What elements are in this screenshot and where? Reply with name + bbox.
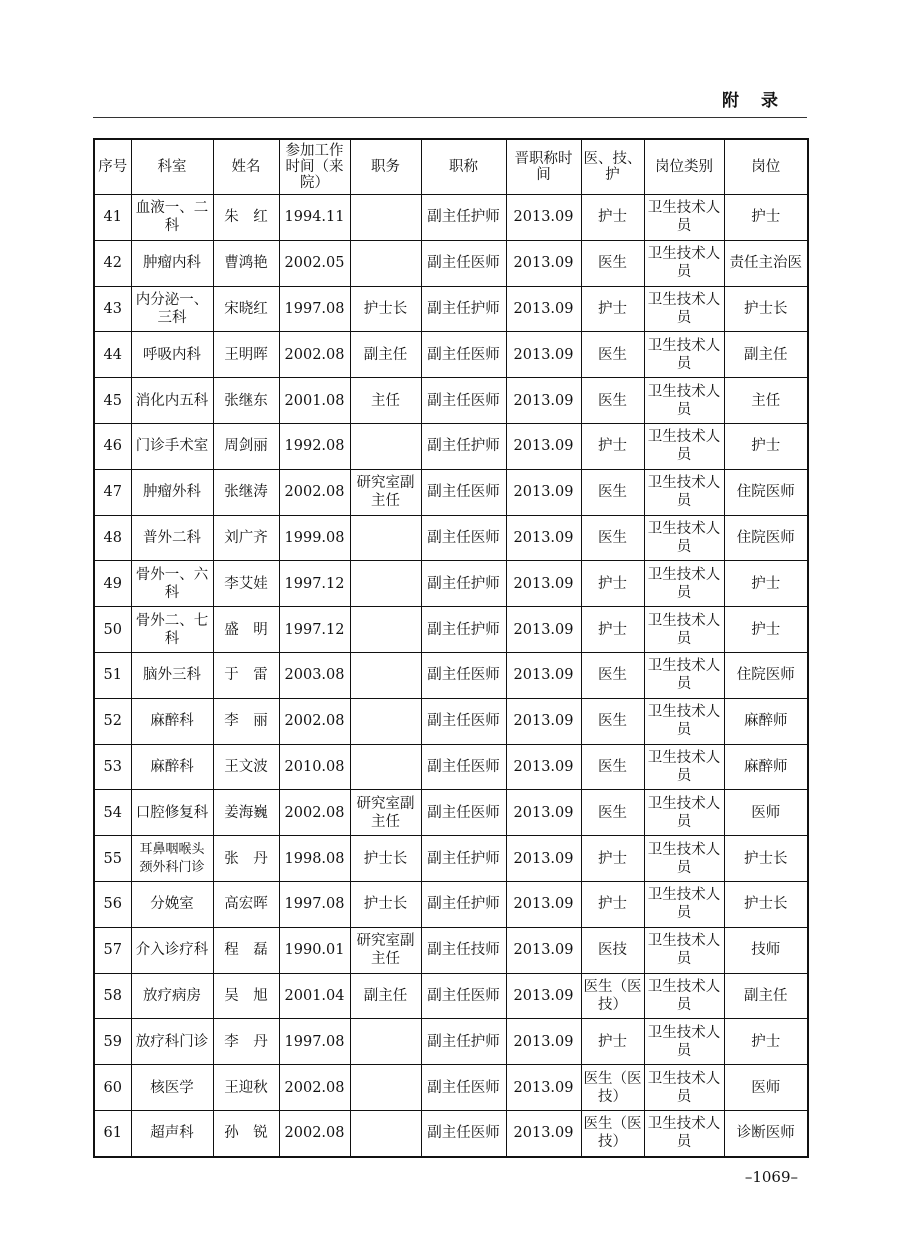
index-cell: 59 — [94, 1019, 131, 1065]
promotion-date-cell: 2013.09 — [506, 927, 581, 973]
post-cell: 医师 — [724, 1065, 808, 1111]
name-cell: 王文波 — [213, 744, 279, 790]
promotion-date-cell: 2013.09 — [506, 561, 581, 607]
department-cell: 放疗病房 — [131, 973, 213, 1019]
header-row — [94, 139, 808, 195]
category-cell: 医生 — [581, 790, 644, 836]
category-cell: 护士 — [581, 836, 644, 882]
table-row — [94, 790, 808, 836]
promotion-date-cell: 2013.09 — [506, 515, 581, 561]
position-cell: 副主任 — [350, 332, 421, 378]
post-cell: 麻醉师 — [724, 698, 808, 744]
position-cell: 护士长 — [350, 881, 421, 927]
position-cell — [350, 607, 421, 653]
post-type-cell: 卫生技术人员 — [644, 790, 724, 836]
position-cell: 主任 — [350, 378, 421, 424]
category-cell: 医生（医技） — [581, 1110, 644, 1156]
title-cell: 副主任医师 — [421, 698, 506, 744]
post-cell: 副主任 — [724, 332, 808, 378]
table-row — [94, 378, 808, 424]
name-cell: 王明晖 — [213, 332, 279, 378]
table-row — [94, 1065, 808, 1111]
name-cell: 吴 旭 — [213, 973, 279, 1019]
department-cell: 麻醉科 — [131, 744, 213, 790]
department-cell: 肿瘤内科 — [131, 240, 213, 286]
table-body — [94, 195, 808, 1157]
index-cell: 50 — [94, 607, 131, 653]
name-cell: 盛 明 — [213, 607, 279, 653]
start-date-cell: 2003.08 — [279, 652, 350, 698]
department-cell: 分娩室 — [131, 881, 213, 927]
position-cell — [350, 423, 421, 469]
post-type-cell: 卫生技术人员 — [644, 652, 724, 698]
post-cell: 护士长 — [724, 286, 808, 332]
title-cell: 副主任医师 — [421, 378, 506, 424]
index-cell: 47 — [94, 469, 131, 515]
col-title-header: 职称 — [421, 139, 506, 195]
post-cell: 副主任 — [724, 973, 808, 1019]
position-cell — [350, 561, 421, 607]
post-type-cell: 卫生技术人员 — [644, 744, 724, 790]
index-cell: 42 — [94, 240, 131, 286]
name-cell: 程 磊 — [213, 927, 279, 973]
post-cell: 医师 — [724, 790, 808, 836]
promotion-date-cell: 2013.09 — [506, 469, 581, 515]
name-cell: 姜海巍 — [213, 790, 279, 836]
name-cell: 朱 红 — [213, 195, 279, 241]
post-type-cell: 卫生技术人员 — [644, 423, 724, 469]
department-cell: 放疗科门诊 — [131, 1019, 213, 1065]
post-cell: 诊断医师 — [724, 1110, 808, 1156]
category-cell: 护士 — [581, 607, 644, 653]
category-cell: 医生 — [581, 744, 644, 790]
department-cell: 肿瘤外科 — [131, 469, 213, 515]
index-cell: 49 — [94, 561, 131, 607]
table-row — [94, 423, 808, 469]
title-cell: 副主任护师 — [421, 561, 506, 607]
post-cell: 护士 — [724, 195, 808, 241]
position-cell — [350, 240, 421, 286]
post-cell: 责任主治医 — [724, 240, 808, 286]
department-cell: 消化内五科 — [131, 378, 213, 424]
name-cell: 曹鸿艳 — [213, 240, 279, 286]
category-cell: 医生 — [581, 240, 644, 286]
department-cell: 普外二科 — [131, 515, 213, 561]
index-cell: 48 — [94, 515, 131, 561]
post-type-cell: 卫生技术人员 — [644, 378, 724, 424]
col-post-header: 岗位 — [724, 139, 808, 195]
post-cell: 技师 — [724, 927, 808, 973]
post-type-cell: 卫生技术人员 — [644, 286, 724, 332]
post-type-cell: 卫生技术人员 — [644, 698, 724, 744]
title-cell: 副主任医师 — [421, 744, 506, 790]
title-cell: 副主任医师 — [421, 332, 506, 378]
category-cell: 医生（医技） — [581, 1065, 644, 1111]
position-cell: 副主任 — [350, 973, 421, 1019]
category-cell: 医生 — [581, 469, 644, 515]
table-row — [94, 607, 808, 653]
promotion-date-cell: 2013.09 — [506, 744, 581, 790]
title-cell: 副主任护师 — [421, 423, 506, 469]
start-date-cell: 2010.08 — [279, 744, 350, 790]
page-number: –1069– — [744, 1168, 798, 1186]
post-type-cell: 卫生技术人员 — [644, 1019, 724, 1065]
staff-roster-table — [93, 138, 809, 1158]
index-cell: 53 — [94, 744, 131, 790]
promotion-date-cell: 2013.09 — [506, 286, 581, 332]
start-date-cell: 1994.11 — [279, 195, 350, 241]
promotion-date-cell: 2013.09 — [506, 652, 581, 698]
title-cell: 副主任医师 — [421, 790, 506, 836]
position-cell — [350, 698, 421, 744]
promotion-date-cell: 2013.09 — [506, 607, 581, 653]
index-cell: 54 — [94, 790, 131, 836]
name-cell: 孙 锐 — [213, 1110, 279, 1156]
promotion-date-cell: 2013.09 — [506, 1110, 581, 1156]
col-post-type-header: 岗位类别 — [644, 139, 724, 195]
col-department-header: 科室 — [131, 139, 213, 195]
table-row — [94, 469, 808, 515]
post-type-cell: 卫生技术人员 — [644, 973, 724, 1019]
start-date-cell: 1999.08 — [279, 515, 350, 561]
col-start-date-header: 参加工作时间（来院） — [279, 139, 350, 195]
start-date-cell: 1997.08 — [279, 881, 350, 927]
department-cell: 血液一、二科 — [131, 195, 213, 241]
post-cell: 护士长 — [724, 836, 808, 882]
category-cell: 医生 — [581, 378, 644, 424]
col-position-header: 职务 — [350, 139, 421, 195]
start-date-cell: 2002.08 — [279, 1065, 350, 1111]
title-cell: 副主任护师 — [421, 607, 506, 653]
name-cell: 刘广齐 — [213, 515, 279, 561]
position-cell: 研究室副主任 — [350, 469, 421, 515]
index-cell: 55 — [94, 836, 131, 882]
start-date-cell: 1998.08 — [279, 836, 350, 882]
department-cell: 介入诊疗科 — [131, 927, 213, 973]
name-cell: 宋晓红 — [213, 286, 279, 332]
table-row — [94, 744, 808, 790]
post-type-cell: 卫生技术人员 — [644, 1110, 724, 1156]
name-cell: 张继涛 — [213, 469, 279, 515]
department-cell: 核医学 — [131, 1065, 213, 1111]
position-cell — [350, 744, 421, 790]
post-cell: 住院医师 — [724, 652, 808, 698]
start-date-cell: 2001.08 — [279, 378, 350, 424]
department-cell: 耳鼻咽喉头颈外科门诊 — [131, 836, 213, 882]
promotion-date-cell: 2013.09 — [506, 195, 581, 241]
post-type-cell: 卫生技术人员 — [644, 469, 724, 515]
index-cell: 45 — [94, 378, 131, 424]
name-cell: 王迎秋 — [213, 1065, 279, 1111]
post-cell: 护士 — [724, 561, 808, 607]
table-row — [94, 515, 808, 561]
start-date-cell: 1997.08 — [279, 1019, 350, 1065]
promotion-date-cell: 2013.09 — [506, 240, 581, 286]
post-cell: 护士 — [724, 423, 808, 469]
start-date-cell: 2002.08 — [279, 1110, 350, 1156]
department-cell: 麻醉科 — [131, 698, 213, 744]
title-cell: 副主任医师 — [421, 240, 506, 286]
table-row — [94, 195, 808, 241]
title-cell: 副主任医师 — [421, 973, 506, 1019]
post-type-cell: 卫生技术人员 — [644, 561, 724, 607]
category-cell: 护士 — [581, 195, 644, 241]
category-cell: 医技 — [581, 927, 644, 973]
start-date-cell: 2002.08 — [279, 698, 350, 744]
promotion-date-cell: 2013.09 — [506, 423, 581, 469]
table-row — [94, 1019, 808, 1065]
index-cell: 46 — [94, 423, 131, 469]
post-type-cell: 卫生技术人员 — [644, 607, 724, 653]
category-cell: 医生 — [581, 698, 644, 744]
post-cell: 护士长 — [724, 881, 808, 927]
title-cell: 副主任护师 — [421, 1019, 506, 1065]
start-date-cell: 2002.08 — [279, 332, 350, 378]
post-cell: 住院医师 — [724, 515, 808, 561]
category-cell: 医生 — [581, 652, 644, 698]
promotion-date-cell: 2013.09 — [506, 698, 581, 744]
title-cell: 副主任护师 — [421, 881, 506, 927]
index-cell: 56 — [94, 881, 131, 927]
table-header — [94, 139, 808, 195]
category-cell: 医生 — [581, 332, 644, 378]
department-cell: 内分泌一、三科 — [131, 286, 213, 332]
promotion-date-cell: 2013.09 — [506, 790, 581, 836]
start-date-cell: 1997.08 — [279, 286, 350, 332]
index-cell: 41 — [94, 195, 131, 241]
title-cell: 副主任医师 — [421, 469, 506, 515]
title-cell: 副主任护师 — [421, 195, 506, 241]
table-row — [94, 836, 808, 882]
name-cell: 于 雷 — [213, 652, 279, 698]
table-row — [94, 332, 808, 378]
post-type-cell: 卫生技术人员 — [644, 881, 724, 927]
title-cell: 副主任护师 — [421, 836, 506, 882]
post-type-cell: 卫生技术人员 — [644, 332, 724, 378]
position-cell: 研究室副主任 — [350, 790, 421, 836]
category-cell: 护士 — [581, 1019, 644, 1065]
post-cell: 护士 — [724, 1019, 808, 1065]
post-type-cell: 卫生技术人员 — [644, 836, 724, 882]
title-cell: 副主任医师 — [421, 515, 506, 561]
title-cell: 副主任技师 — [421, 927, 506, 973]
col-promotion-date-header: 晋职称时间 — [506, 139, 581, 195]
start-date-cell: 2002.08 — [279, 790, 350, 836]
category-cell: 护士 — [581, 881, 644, 927]
category-cell: 医生 — [581, 515, 644, 561]
name-cell: 李艾娃 — [213, 561, 279, 607]
post-type-cell: 卫生技术人员 — [644, 195, 724, 241]
start-date-cell: 1992.08 — [279, 423, 350, 469]
department-cell: 口腔修复科 — [131, 790, 213, 836]
category-cell: 护士 — [581, 423, 644, 469]
category-cell: 护士 — [581, 561, 644, 607]
department-cell: 超声科 — [131, 1110, 213, 1156]
start-date-cell: 2002.08 — [279, 469, 350, 515]
table-row — [94, 286, 808, 332]
department-cell: 脑外三科 — [131, 652, 213, 698]
name-cell: 张继东 — [213, 378, 279, 424]
col-index-header: 序号 — [94, 139, 131, 195]
department-cell: 呼吸内科 — [131, 332, 213, 378]
position-cell — [350, 515, 421, 561]
index-cell: 43 — [94, 286, 131, 332]
department-cell: 骨外二、七科 — [131, 607, 213, 653]
index-cell: 61 — [94, 1110, 131, 1156]
post-type-cell: 卫生技术人员 — [644, 515, 724, 561]
promotion-date-cell: 2013.09 — [506, 332, 581, 378]
start-date-cell: 1997.12 — [279, 561, 350, 607]
index-cell: 60 — [94, 1065, 131, 1111]
name-cell: 张 丹 — [213, 836, 279, 882]
index-cell: 57 — [94, 927, 131, 973]
post-type-cell: 卫生技术人员 — [644, 240, 724, 286]
index-cell: 58 — [94, 973, 131, 1019]
index-cell: 44 — [94, 332, 131, 378]
table-row — [94, 561, 808, 607]
start-date-cell: 2002.05 — [279, 240, 350, 286]
position-cell — [350, 652, 421, 698]
running-head: 附录 — [722, 91, 800, 111]
position-cell — [350, 195, 421, 241]
start-date-cell: 1990.01 — [279, 927, 350, 973]
post-cell: 主任 — [724, 378, 808, 424]
table-row — [94, 881, 808, 927]
table-row — [94, 240, 808, 286]
promotion-date-cell: 2013.09 — [506, 973, 581, 1019]
post-cell: 麻醉师 — [724, 744, 808, 790]
position-cell: 研究室副主任 — [350, 927, 421, 973]
table-row — [94, 973, 808, 1019]
name-cell: 李 丽 — [213, 698, 279, 744]
promotion-date-cell: 2013.09 — [506, 881, 581, 927]
position-cell: 护士长 — [350, 286, 421, 332]
title-cell: 副主任医师 — [421, 1110, 506, 1156]
position-cell: 护士长 — [350, 836, 421, 882]
category-cell: 医生（医技） — [581, 973, 644, 1019]
title-cell: 副主任医师 — [421, 652, 506, 698]
position-cell — [350, 1065, 421, 1111]
title-cell: 副主任护师 — [421, 286, 506, 332]
position-cell — [350, 1019, 421, 1065]
post-type-cell: 卫生技术人员 — [644, 1065, 724, 1111]
index-cell: 52 — [94, 698, 131, 744]
name-cell: 高宏晖 — [213, 881, 279, 927]
promotion-date-cell: 2013.09 — [506, 378, 581, 424]
post-type-cell: 卫生技术人员 — [644, 927, 724, 973]
col-name-header: 姓名 — [213, 139, 279, 195]
post-cell: 住院医师 — [724, 469, 808, 515]
name-cell: 李 丹 — [213, 1019, 279, 1065]
category-cell: 护士 — [581, 286, 644, 332]
title-cell: 副主任医师 — [421, 1065, 506, 1111]
department-cell: 门诊手术室 — [131, 423, 213, 469]
index-cell: 51 — [94, 652, 131, 698]
name-cell: 周剑丽 — [213, 423, 279, 469]
post-cell: 护士 — [724, 607, 808, 653]
table-row — [94, 927, 808, 973]
promotion-date-cell: 2013.09 — [506, 1065, 581, 1111]
table-row — [94, 1110, 808, 1156]
start-date-cell: 2001.04 — [279, 973, 350, 1019]
department-cell: 骨外一、六科 — [131, 561, 213, 607]
position-cell — [350, 1110, 421, 1156]
table-row — [94, 698, 808, 744]
header-rule — [93, 117, 807, 118]
start-date-cell: 1997.12 — [279, 607, 350, 653]
promotion-date-cell: 2013.09 — [506, 1019, 581, 1065]
promotion-date-cell: 2013.09 — [506, 836, 581, 882]
col-category-header: 医、技、护 — [581, 139, 644, 195]
table-row — [94, 652, 808, 698]
